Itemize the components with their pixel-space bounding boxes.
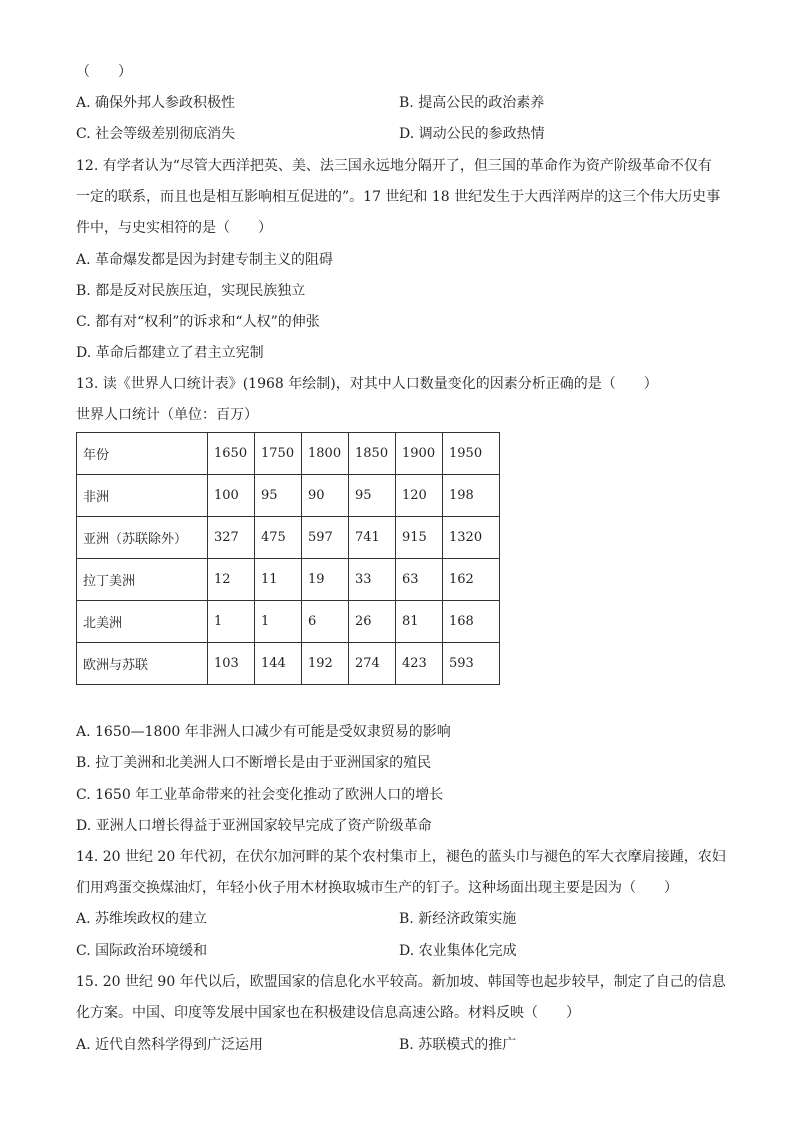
q13-option-a: A. 1650—1800 年非洲人口减少有可能是受奴隶贸易的影响 [76, 724, 451, 740]
table-cell: 120 [396, 475, 443, 517]
q12-stem-line2: 一定的联系，而且也是相互影响相互促进的”。17 世纪和 18 世纪发生于大西洋两岸的这三个伟大历史事 [76, 189, 721, 205]
population-table [76, 432, 500, 685]
table-cell: 1 [208, 601, 255, 643]
table-row [77, 517, 500, 559]
q12-option-b: B. 都是反对民族压迫，实现民族独立 [76, 283, 306, 299]
table-cell: 593 [443, 643, 500, 685]
table-cell: 144 [255, 643, 302, 685]
q13-option-b: B. 拉丁美洲和北美洲人口不断增长是由于亚洲国家的殖民 [76, 755, 432, 771]
table-cell: 19 [302, 559, 349, 601]
table-row [77, 559, 500, 601]
q11-option-a: A. 确保外邦人参政积极性 [76, 95, 236, 111]
table-cell: 90 [302, 475, 349, 517]
table-cell: 162 [443, 559, 500, 601]
q12-option-d: D. 革命后都建立了君主立宪制 [76, 345, 264, 361]
table-cell: 423 [396, 643, 443, 685]
q11-options-row2 [76, 124, 545, 144]
q14-option-d: D. 农业集体化完成 [399, 943, 517, 959]
q15-options-row1 [76, 1035, 517, 1055]
table-cell: 741 [349, 517, 396, 559]
q14-options-row2 [76, 941, 517, 961]
q12-option-c: C. 都有对“权利”的诉求和“人权”的伸张 [76, 314, 320, 330]
q14-option-b: B. 新经济政策实施 [399, 911, 517, 927]
table-cell: 12 [208, 559, 255, 601]
table-cell: 274 [349, 643, 396, 685]
q14-options-row1 [76, 909, 517, 929]
q12-stem-line3: 件中，与史实相符的是（ ） [76, 220, 272, 236]
table-header-cell: 1900 [396, 433, 443, 475]
table-cell: 拉丁美洲 [77, 559, 208, 601]
table-title: 世界人口统计（单位：百万） [76, 407, 258, 423]
table-cell: 亚洲（苏联除外） [77, 517, 208, 559]
q15-option-a: A. 近代自然科学得到广泛运用 [76, 1037, 264, 1053]
q11-option-c: C. 社会等级差别彻底消失 [76, 126, 236, 142]
table-cell: 26 [349, 601, 396, 643]
table-cell: 475 [255, 517, 302, 559]
q11-options-row1 [76, 93, 545, 113]
table-cell: 327 [208, 517, 255, 559]
table-cell: 168 [443, 601, 500, 643]
q15-stem-line2: 化方案。中国、印度等发展中国家也在积极建设信息高速公路。材料反映（ ） [76, 1005, 580, 1021]
q14-stem-line1: 14. 20 世纪 20 年代初，在伏尔加河畔的某个农村集市上，褪色的蓝头巾与褪色的军大衣摩肩接踵，农妇 [76, 849, 726, 865]
table-cell: 192 [302, 643, 349, 685]
table-cell: 1 [255, 601, 302, 643]
q11-option-d: D. 调动公民的参政热情 [399, 126, 545, 142]
table-row [77, 601, 500, 643]
q11-option-b: B. 提高公民的政治素养 [399, 95, 545, 111]
table-header-cell: 1650 [208, 433, 255, 475]
table-header-cell: 年份 [77, 433, 208, 475]
table-cell: 1320 [443, 517, 500, 559]
table-header-row [77, 433, 500, 475]
table-cell: 95 [349, 475, 396, 517]
table-header-cell: 1950 [443, 433, 500, 475]
table-cell: 597 [302, 517, 349, 559]
q14-option-a: A. 苏维埃政权的建立 [76, 911, 208, 927]
q15-option-b: B. 苏联模式的推广 [399, 1037, 517, 1053]
table-cell: 33 [349, 559, 396, 601]
table-cell: 11 [255, 559, 302, 601]
table-cell: 81 [396, 601, 443, 643]
table-cell: 100 [208, 475, 255, 517]
table-cell: 6 [302, 601, 349, 643]
table-cell: 非洲 [77, 475, 208, 517]
table-header-cell: 1850 [349, 433, 396, 475]
table-cell: 198 [443, 475, 500, 517]
table-cell: 63 [396, 559, 443, 601]
table-header-cell: 1750 [255, 433, 302, 475]
q12-option-a: A. 革命爆发都是因为封建专制主义的阻碍 [76, 252, 334, 268]
table-row [77, 643, 500, 685]
q14-option-c: C. 国际政治环境缓和 [76, 943, 208, 959]
table-header-cell: 1800 [302, 433, 349, 475]
table-cell: 915 [396, 517, 443, 559]
q15-stem-line1: 15. 20 世纪 90 年代以后，欧盟国家的信息化水平较高。新加坡、韩国等也起步较早，制定了自己的信息 [76, 974, 726, 990]
table-cell: 95 [255, 475, 302, 517]
q14-stem-line2: 们用鸡蛋交换煤油灯，年轻小伙子用木材换取城市生产的钉子。这种场面出现主要是因为（ ） [76, 880, 678, 896]
q13-option-d: D. 亚洲人口增长得益于亚洲国家较早完成了资产阶级革命 [76, 818, 432, 834]
table-cell: 103 [208, 643, 255, 685]
q13-stem: 13. 读《世界人口统计表》(1968 年绘制)，对其中人口数量变化的因素分析正确的是（ ） [76, 376, 658, 392]
q12-stem-line1: 12. 有学者认为“尽管大西洋把英、美、法三国永远地分隔开了，但三国的革命作为资产阶级革命不仅有 [76, 158, 712, 174]
table-cell: 欧洲与苏联 [77, 643, 208, 685]
q11-stem-tail: （ ） [76, 64, 132, 80]
q13-option-c: C. 1650 年工业革命带来的社会变化推动了欧洲人口的增长 [76, 787, 444, 803]
table-row [77, 475, 500, 517]
table-cell: 北美洲 [77, 601, 208, 643]
